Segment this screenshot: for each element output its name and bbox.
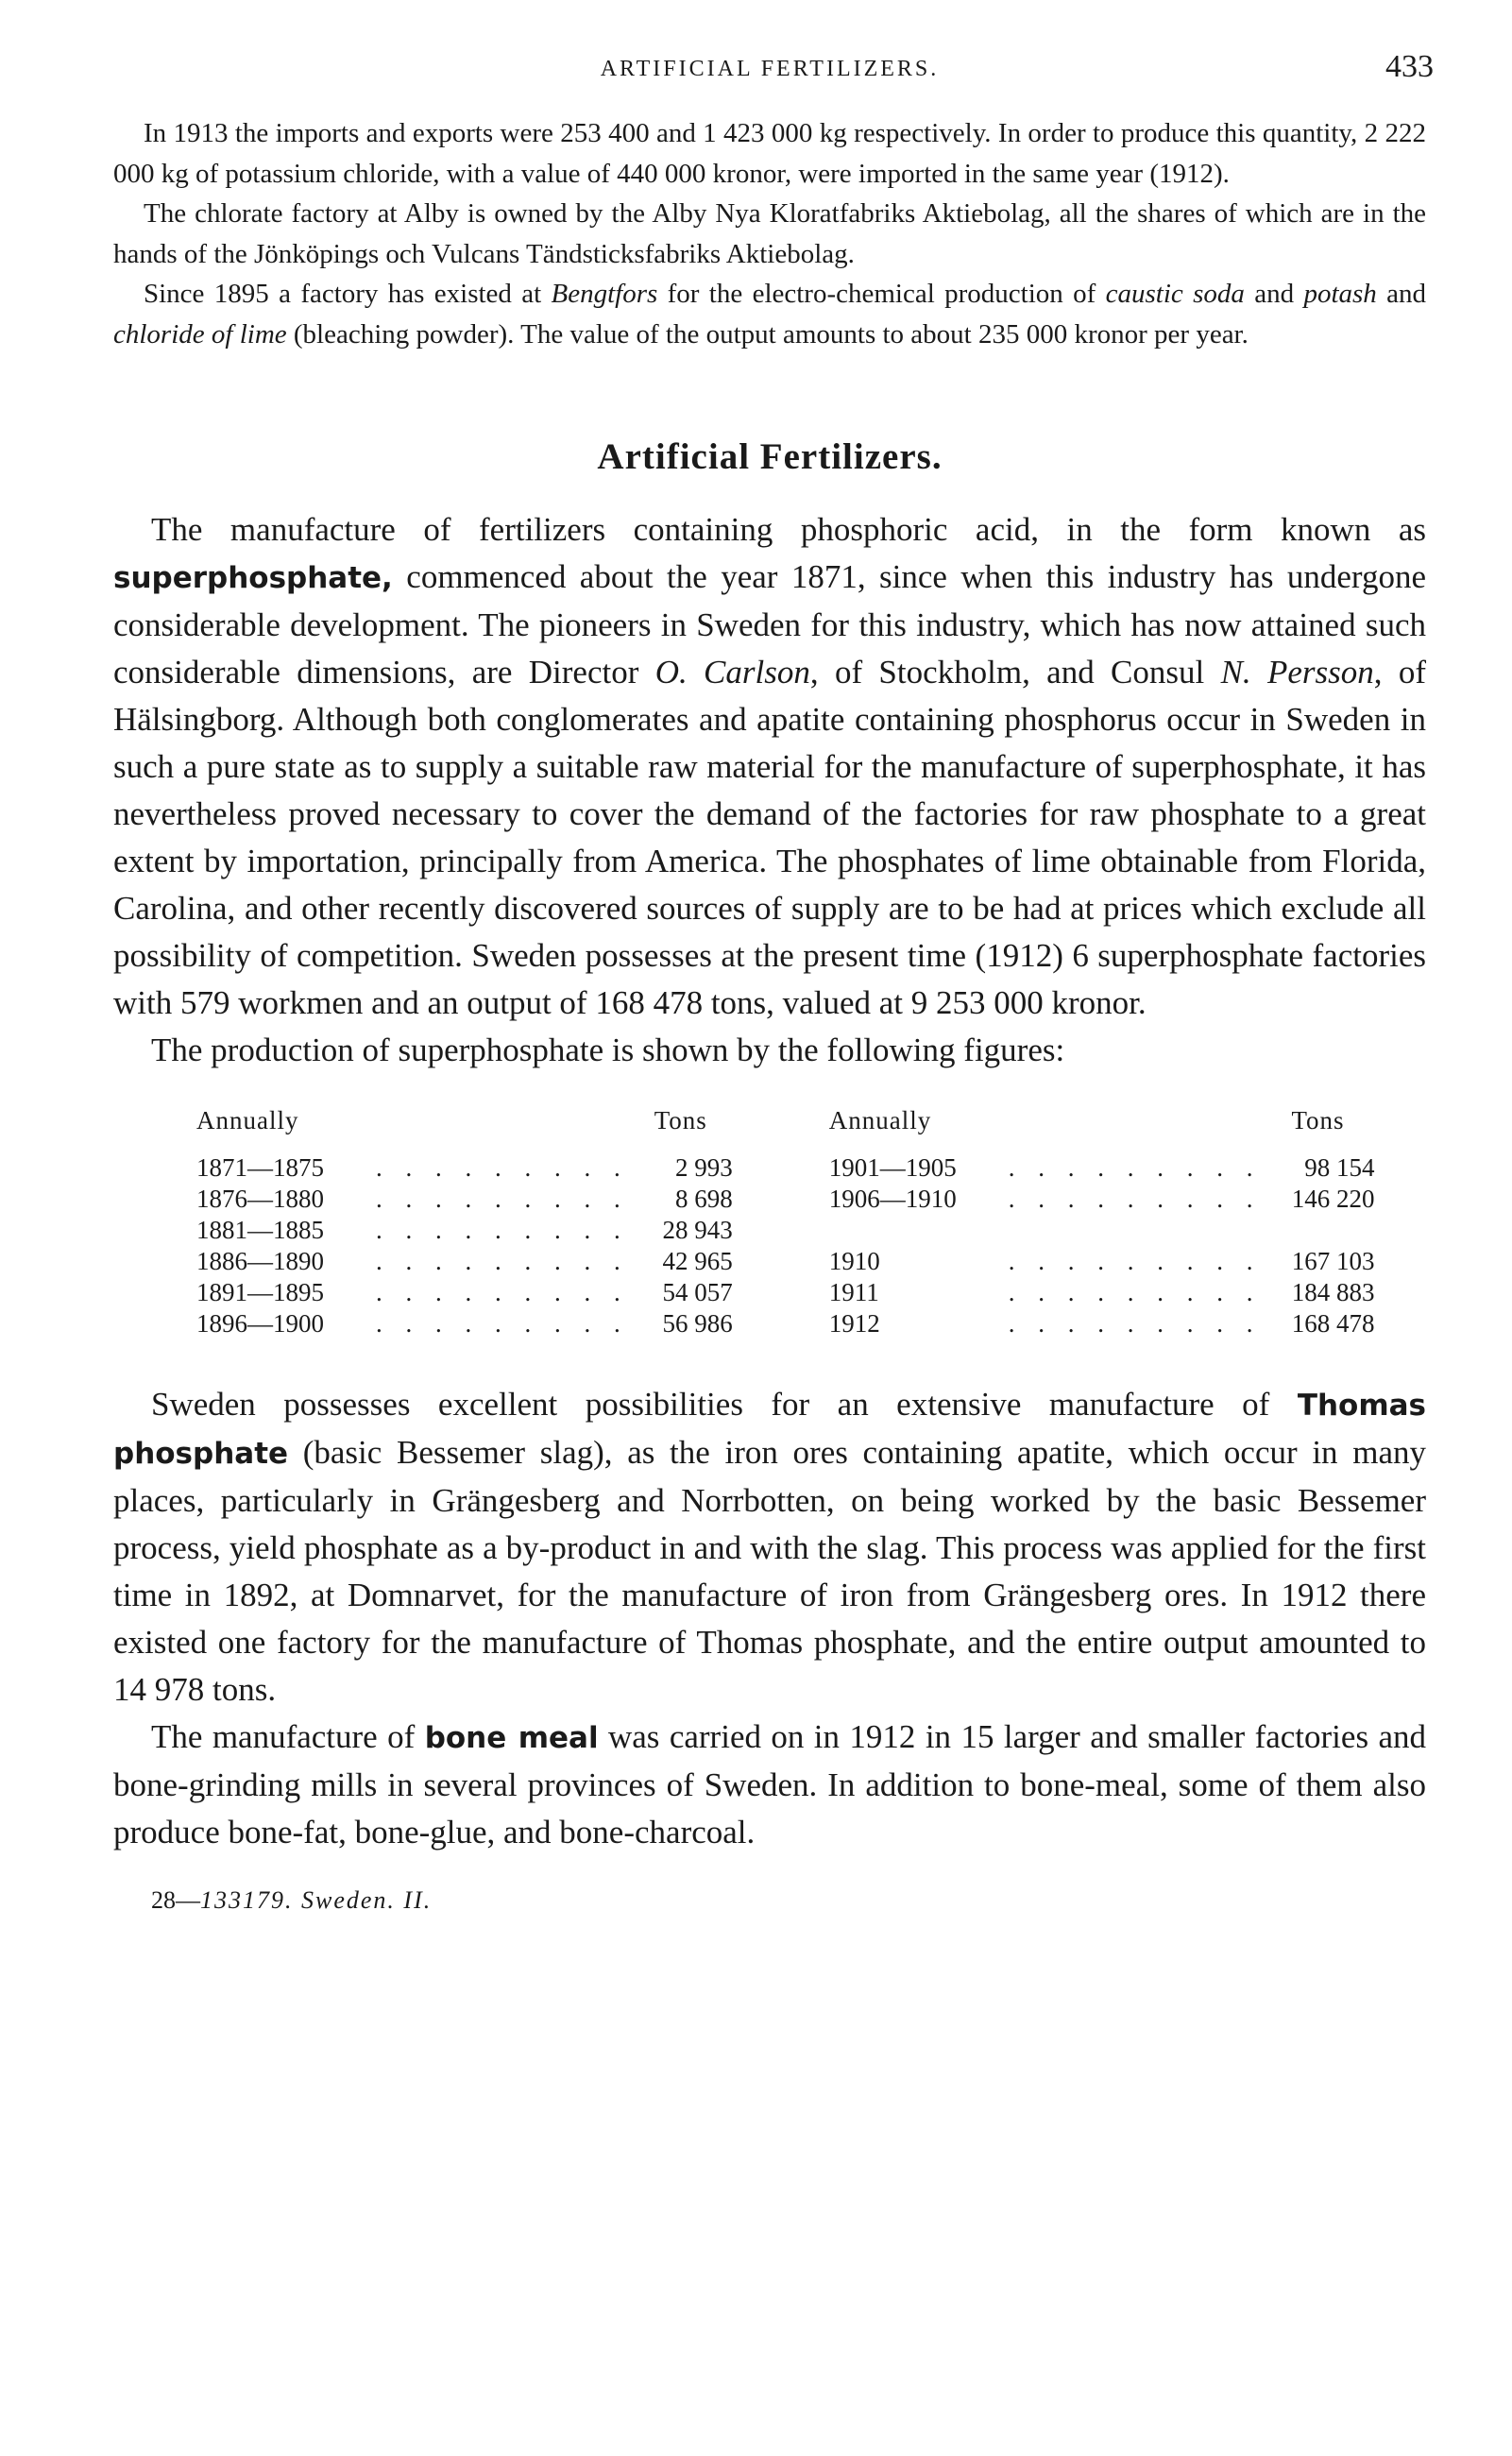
leader-dots: . . . . . . . . . xyxy=(376,1185,629,1213)
header-gap xyxy=(733,1106,829,1152)
term-potash: potash xyxy=(1303,279,1377,309)
running-head xyxy=(113,49,1434,87)
period-cell: 1891—1895 xyxy=(196,1278,324,1306)
text-run: was carried on in 1912 in 15 larger and smaller factories and bone-grinding mills in several provinces of Sweden. In addition to bone-meal, some of them also produce bone-fat, bone-glue, and bone-charcoal. xyxy=(113,1718,1427,1851)
paragraph-superphosphate xyxy=(113,506,1426,1027)
header-tons-right: Tons xyxy=(1291,1106,1345,1134)
text-run: , of Hälsingborg. Although both conglomerates and apatite containing phosphorus occur in Sweden in such a pure state as to supply a suitable raw material for the manufacture of superphosphate, it has nevertheless proved necessary to cover the demand of the factories for raw phosphate to a great extent by importation, principally from America. The phosphates of lime obtainable from Florida, Carolina, and other recently discovered sources of supply are to be had at prices which exclude all possibility of competition. Sweden possesses at the present time (1912) 6 superphosphate factories with 579 workmen and an output of 168 478 tons, valued at 9 253 000 kronor. xyxy=(113,654,1426,1021)
leader-dots: . . . . . . . . . xyxy=(376,1153,629,1182)
signature-text: 133179. Sweden. II. xyxy=(200,1886,433,1914)
column-gap xyxy=(733,1152,829,1184)
table-header-row xyxy=(196,1106,1375,1152)
tons-cell xyxy=(1262,1215,1375,1246)
period-cell: 1912 xyxy=(828,1309,880,1338)
column-gap xyxy=(733,1277,829,1308)
text-run: for the electro-chemical production of xyxy=(657,279,1106,309)
text-run: (bleaching powder). The value of the output amounts to about 235 000 kronor per year. xyxy=(286,318,1249,350)
period-cell: 1910 xyxy=(828,1247,880,1275)
tons-cell: 8 698 xyxy=(675,1185,733,1213)
leader-dots: . . . . . . . . . xyxy=(376,1278,629,1306)
tons-cell: 28 943 xyxy=(662,1216,733,1244)
text-run: and xyxy=(1244,279,1304,309)
leader-dots: . . . . . . . . . xyxy=(1008,1185,1262,1213)
printer-signature xyxy=(151,1886,1426,1915)
tons-cell: 146 220 xyxy=(1291,1185,1375,1213)
section-heading: Artificial Fertilizers. xyxy=(597,436,943,477)
period-cell: 1876—1880 xyxy=(196,1185,324,1213)
leader-dots: . . . . . . . . . xyxy=(1008,1278,1262,1306)
table-row xyxy=(196,1277,1375,1308)
fertilizers-section xyxy=(113,506,1426,1856)
production-table xyxy=(196,1106,1375,1339)
table-row xyxy=(196,1184,1375,1215)
term-superphosphate: superphosphate, xyxy=(113,561,393,595)
header-tons-left: Tons xyxy=(654,1106,707,1134)
page-number: 433 xyxy=(1385,49,1434,84)
leader-dots: . . . . . . . . . xyxy=(376,1309,629,1338)
signature-number: 28— xyxy=(151,1886,200,1914)
table-row xyxy=(196,1246,1375,1277)
tons-cell: 168 478 xyxy=(1291,1309,1375,1338)
period-cell: 1906—1910 xyxy=(828,1185,957,1213)
header-annually-right: Annually xyxy=(828,1106,932,1134)
text-run: and xyxy=(1376,279,1427,309)
tons-cell: 56 986 xyxy=(662,1309,733,1338)
place-bengtfors: Bengtfors xyxy=(551,279,658,309)
term-chloride-of-lime: chloride of lime xyxy=(113,318,287,350)
period-cell: 1896—1900 xyxy=(196,1309,324,1338)
text-run: Since 1895 a factory has existed at xyxy=(144,279,552,309)
table-row xyxy=(196,1308,1375,1339)
term-caustic-soda: caustic soda xyxy=(1105,279,1245,309)
table-row xyxy=(196,1152,1375,1184)
leader-dots: . . . . . . . . . xyxy=(376,1247,629,1275)
header-spacer xyxy=(376,1106,629,1152)
text-run: Sweden possesses excellent possibilities for an extensive manufacture of xyxy=(151,1386,1298,1423)
intro-paragraph-imports: In 1913 the imports and exports were 253 400 and 1 423 000 kg respectively. In order to produce this quantity, 2 222 000 kg of potassium chloride, with a value of 440 000 kronor, were imported in the same year (1912). xyxy=(113,118,1426,189)
running-title: ARTIFICIAL FERTILIZERS. xyxy=(600,57,940,81)
period-cell: 1871—1875 xyxy=(196,1153,324,1182)
text-run: The manufacture of fertilizers containing phosphoric acid, in the form known as xyxy=(151,511,1426,548)
period-cell xyxy=(829,1215,1009,1246)
tons-cell: 167 103 xyxy=(1291,1247,1375,1275)
production-intro: The production of superphosphate is shown by the following figures: xyxy=(151,1032,1065,1068)
header-spacer xyxy=(1009,1106,1262,1152)
page xyxy=(113,49,1434,1915)
leader-dots xyxy=(1009,1215,1262,1246)
tons-cell: 54 057 xyxy=(662,1278,733,1306)
table-row xyxy=(196,1215,1375,1246)
leader-dots: . . . . . . . . . xyxy=(1008,1153,1262,1182)
tons-cell: 184 883 xyxy=(1291,1278,1375,1306)
column-gap xyxy=(733,1308,829,1339)
text-run: The manufacture of xyxy=(151,1718,425,1755)
column-gap xyxy=(733,1246,829,1277)
intro-paragraph-chlorate: The chlorate factory at Alby is owned by the Alby Nya Kloratfabriks Aktiebolag, all the shares of which are in the hands of the Jönköpings och Vulcans Tändsticksfabriks Aktiebolag. xyxy=(113,198,1426,269)
production-table-body xyxy=(196,1152,1375,1339)
period-cell: 1886—1890 xyxy=(196,1247,324,1275)
term-bone-meal: bone meal xyxy=(424,1721,599,1755)
leader-dots: . . . . . . . . . xyxy=(1008,1309,1262,1338)
period-cell: 1881—1885 xyxy=(196,1216,324,1244)
period-cell: 1911 xyxy=(828,1278,879,1306)
leader-dots: . . . . . . . . . xyxy=(376,1216,629,1244)
term-thomas-phosphate: Thomas phosphate xyxy=(113,1389,1426,1471)
text-run: (basic Bessemer slag), as the iron ores containing apatite, which occur in many places, particularly in Grängesberg and Norrbotten, on being worked by the basic Bessemer process, yield phosphate as a by-product in and with the slag. This process was applied for the first time in 1892, at Domnarvet, for the manufacture of iron from Grängesberg ores. In 1912 there existed one factory for the manufacture of Thomas phosphate, and the entire output amounted to 14 978 tons. xyxy=(113,1434,1426,1708)
paragraph-bone-meal xyxy=(113,1714,1426,1856)
header-annually-left: Annually xyxy=(196,1106,299,1134)
column-gap xyxy=(733,1215,829,1246)
person-persson: N. Persson xyxy=(1220,654,1374,691)
person-carlson: O. Carlson xyxy=(654,654,810,691)
tons-cell: 98 154 xyxy=(1304,1153,1375,1182)
column-gap xyxy=(733,1184,829,1215)
leader-dots: . . . . . . . . . xyxy=(1008,1247,1262,1275)
tons-cell: 2 993 xyxy=(675,1153,733,1182)
paragraph-thomas-phosphate xyxy=(113,1381,1426,1714)
text-run: , of Stockholm, and Consul xyxy=(809,654,1221,691)
text-run: commenced about the year 1871, since when this industry has undergone considerable development. The pioneers in Sweden for this industry, which has now attained such considerable dimensions, are Director xyxy=(113,558,1426,691)
period-cell: 1901—1905 xyxy=(828,1153,957,1182)
tons-cell: 42 965 xyxy=(662,1247,733,1275)
intro-paragraph-bengtfors xyxy=(113,274,1426,354)
intro-section xyxy=(113,113,1426,354)
